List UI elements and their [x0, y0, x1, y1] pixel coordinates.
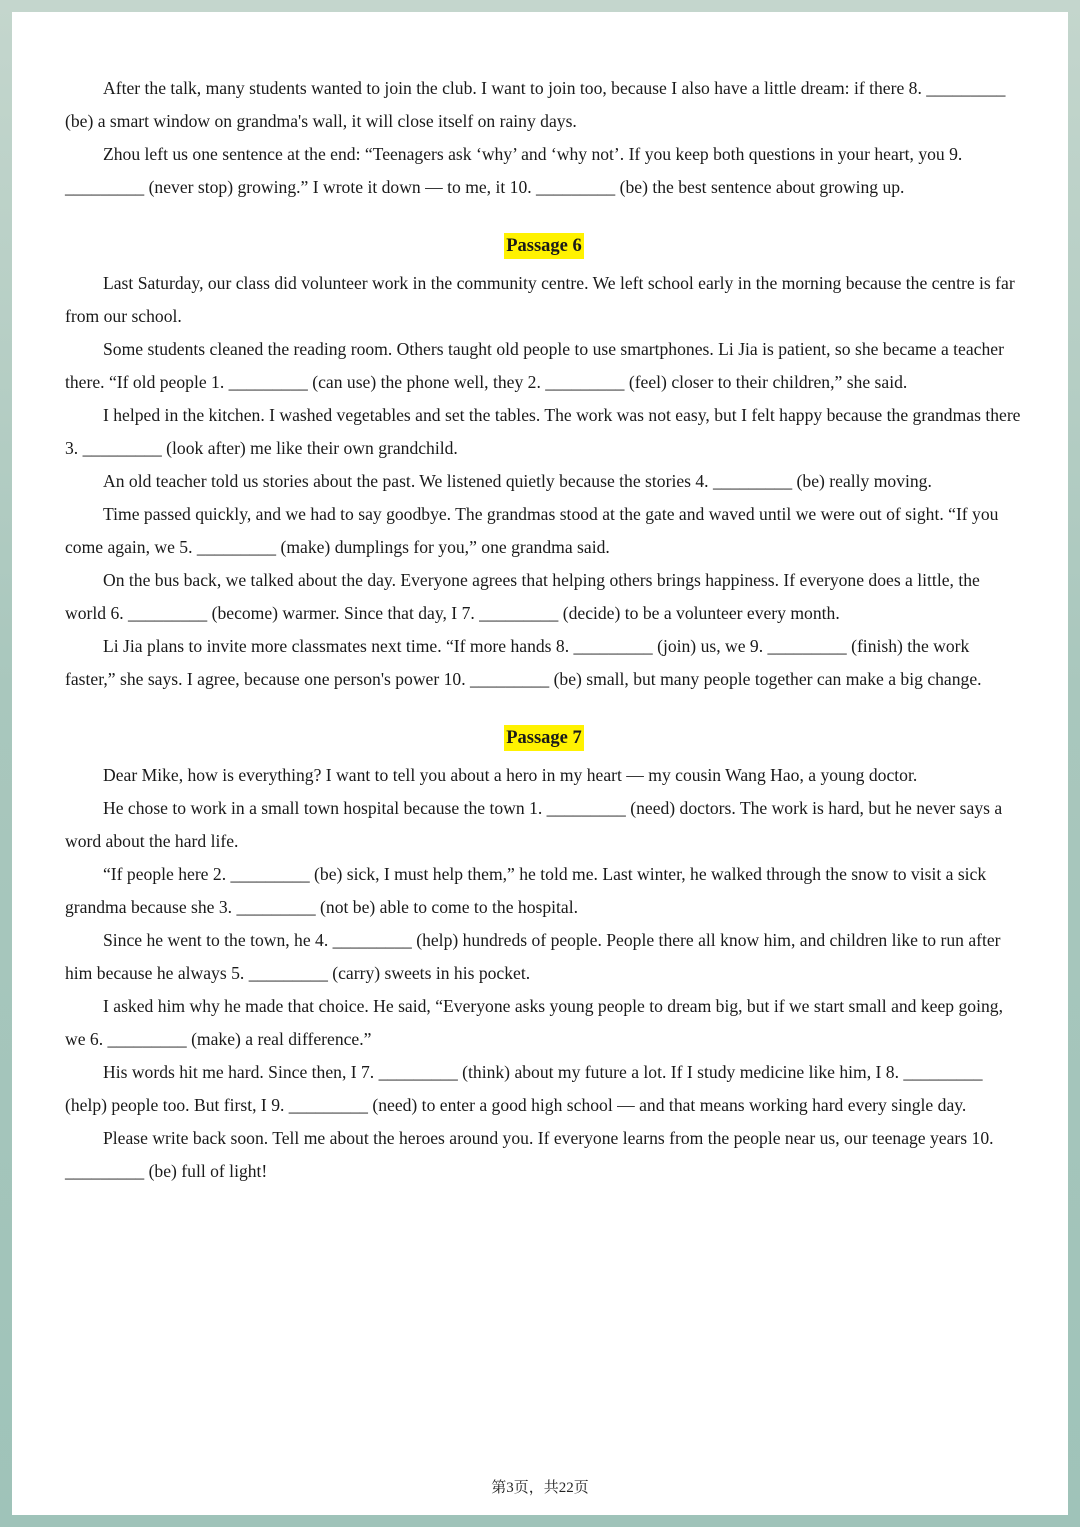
passage-heading	[65, 231, 1023, 259]
page-number: 第3页，共22页	[491, 1480, 589, 1496]
passage-paragraph: Since he went to the town, he 4. _________ (help) hundreds of people. People there all know him, and children like to run after him because he always 5. _________ (carry) sweets in his pocket.	[65, 930, 1001, 983]
passage-paragraph: I asked him why he made that choice. He said, “Everyone asks young people to dream big, but if we start small and keep going, we 6. _________ (make) a real difference.”	[65, 996, 1003, 1049]
passage-paragraph: Time passed quickly, and we had to say goodbye. The grandmas stood at the gate and waved until we were out of sight. “If you come again, we 5. _________ (make) dumplings for you,” one grandma said.	[65, 504, 999, 557]
intro-paragraph: Zhou left us one sentence at the end: “Teenagers ask ‘why’ and ‘why not’. If you keep both questions in your heart, you 9. _________ (never stop) growing.” I wrote it down — to me, it 10. _________ (be) the best sentence about growing up.	[65, 144, 963, 197]
passage-paragraph: On the bus back, we talked about the day. Everyone agrees that helping others brings happiness. If everyone does a little, the world 6. _________ (become) warmer. Since that day, I 7. _________ (decide) to be a volunteer every month.	[65, 570, 980, 623]
document-page	[12, 12, 1068, 1515]
passage-paragraph: Li Jia plans to invite more classmates next time. “If more hands 8. _________ (join) us, we 9. _________ (finish) the work faster,” she says. I agree, because one person's power 10. _________ (be) small, but many people together can make a big change.	[65, 636, 982, 689]
passage-paragraph: He chose to work in a small town hospital because the town 1. _________ (need) doctors. The work is hard, but he never says a word about the hard life.	[65, 798, 1003, 851]
passage-heading	[65, 723, 1023, 751]
passage-paragraph: Some students cleaned the reading room. Others taught old people to use smartphones. Li Jia is patient, so she became a teacher there. “If old people 1. _________ (can use) the phone well, they 2. _________ (feel) closer to their children,” she said.	[65, 339, 1004, 392]
document-body	[65, 72, 1023, 1188]
passage-paragraph: An old teacher told us stories about the past. We listened quietly because the stories 4. _________ (be) really moving.	[103, 471, 932, 491]
passage-paragraph: His words hit me hard. Since then, I 7. _________ (think) about my future a lot. If I study medicine like him, I 8. _________ (help) people too. But first, I 9. _________ (need) to enter a good high school — and that means working hard every single day.	[65, 1062, 983, 1115]
passage-paragraph: “If people here 2. _________ (be) sick, I must help them,” he told me. Last winter, he walked through the snow to visit a sick grandma because she 3. _________ (not be) able to come to the hospital.	[65, 864, 987, 917]
intro-paragraph: After the talk, many students wanted to join the club. I want to join too, because I also have a little dream: if there 8. _________ (be) a smart window on grandma's wall, it will close itself on rainy days.	[65, 78, 1006, 131]
passage-title: Passage 6	[504, 233, 584, 259]
passage-title: Passage 7	[504, 725, 584, 751]
passage-paragraph: I helped in the kitchen. I washed vegetables and set the tables. The work was not easy, but I felt happy because the grandmas there 3. _________ (look after) me like their own grandchild.	[65, 405, 1021, 458]
passage-paragraph: Please write back soon. Tell me about the heroes around you. If everyone learns from the people near us, our teenage years 10. _________ (be) full of light!	[65, 1128, 994, 1181]
passage-paragraph: Dear Mike, how is everything? I want to tell you about a hero in my heart — my cousin Wang Hao, a young doctor.	[103, 765, 918, 785]
passage-paragraph: Last Saturday, our class did volunteer work in the community centre. We left school early in the morning because the centre is far from our school.	[65, 273, 1015, 326]
